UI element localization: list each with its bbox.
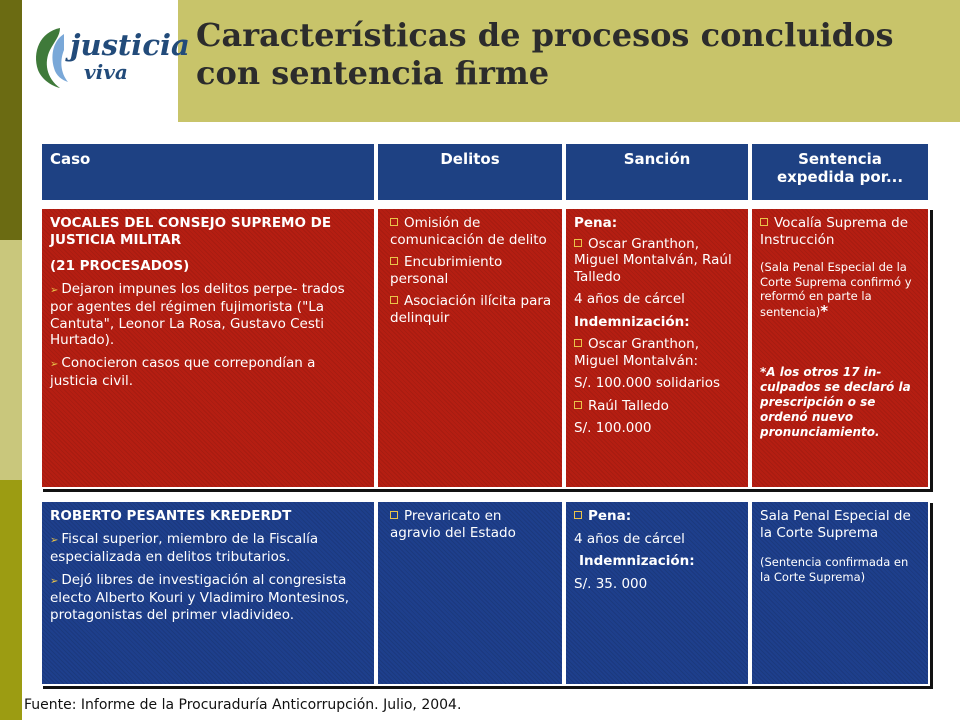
row1-caso-cell: [40, 207, 376, 489]
row1-indem-value1: S/. 100.000 solidarios: [574, 375, 721, 391]
row2-delitos-cell: [376, 500, 564, 686]
square-bullet-icon: [574, 401, 582, 409]
row2-sancion-cell: [564, 500, 750, 686]
row1-pena-names: Oscar Granthon, Miguel Montalván, Raúl Talledo: [574, 235, 732, 285]
left-stripe-light: [0, 240, 22, 480]
row1-indem-label: Indemnización:: [574, 313, 690, 330]
row1-delitos-cell: [376, 207, 564, 489]
row1-indem-names1: Oscar Granthon, Miguel Montalván:: [574, 336, 699, 369]
square-bullet-icon: [390, 511, 398, 519]
slide-title-line1: Características de procesos concluidos: [196, 16, 894, 54]
row1-caso-title: VOCALES DEL CONSEJO SUPREMO DE JUSTICIA MILITAR: [50, 215, 332, 248]
square-bullet-icon: [390, 296, 398, 304]
square-bullet-icon: [574, 511, 582, 519]
header-sentencia: Sentencia expedida por...: [750, 142, 930, 202]
row2-sentencia-cell: [750, 500, 930, 686]
square-bullet-icon: [574, 239, 582, 247]
row1-caso-bullet2: ➢ Conocieron casos que correpondían a justicia civil.: [50, 354, 316, 389]
row1-pena-value: 4 años de cárcel: [574, 291, 685, 307]
row1-sentencia-main: Vocalía Suprema de Instrucción: [760, 215, 909, 248]
globe-swirl-icon: [30, 22, 74, 92]
header-caso: Caso: [40, 142, 376, 202]
row1-delito-1: Omisión de comunicación de delito: [390, 215, 547, 248]
left-stripe-dark: [0, 0, 22, 240]
row1-delito-2: Encubrimiento personal: [390, 254, 503, 287]
row2-indem-label: Indemnización:: [579, 553, 695, 569]
slide-title-line2: con sentencia firme: [196, 54, 550, 92]
row2-caso-title: ROBERTO PESANTES KREDERDT: [50, 508, 292, 524]
slide-title: [196, 16, 936, 92]
justicia-viva-logo: [30, 18, 190, 98]
row2-sentencia-main: Sala Penal Especial de la Corte Suprema: [760, 508, 911, 541]
logo-word-viva: viva: [84, 60, 128, 84]
row1-sentencia-note: (Sala Penal Especial de la Corte Suprema confirmó y reformó en parte la sentencia)*: [760, 260, 912, 320]
row2-pena-label: Pena:: [574, 508, 740, 525]
row1-sancion-cell: [564, 207, 750, 489]
row2-delito-1: Prevaricato en agravio del Estado: [390, 508, 516, 541]
arrow-bullet-icon: ➢: [50, 534, 59, 546]
row1-caso-subtitle: (21 PROCESADOS): [50, 258, 190, 274]
square-bullet-icon: [390, 257, 398, 265]
row2-pena-value: 4 años de cárcel: [574, 530, 685, 547]
row2-caso-bullet1: ➢ Fiscal superior, miembro de la Fiscalía especializada en delitos tributarios.: [50, 530, 319, 565]
row1-sentencia-star: *: [820, 301, 829, 320]
row1-delito-3: Asociación ilícita para delinquir: [390, 293, 552, 326]
logo-word-justicia: justicia: [70, 28, 190, 62]
row1-indem-value2: S/. 100.000: [574, 420, 652, 436]
row1-sentencia-cell: [750, 207, 930, 489]
row2-sentencia-note: (Sentencia confirmada en la Corte Suprema): [760, 555, 909, 584]
row1-pena-label: Pena:: [574, 215, 618, 231]
row2-caso-cell: [40, 500, 376, 686]
source-caption: Fuente: Informe de la Procuraduría Anticorrupción. Julio, 2004.: [24, 697, 462, 713]
left-stripe-olive: [0, 480, 22, 720]
square-bullet-icon: [390, 218, 398, 226]
row1-indem-names2: Raúl Talledo: [574, 398, 740, 415]
row2-caso-bullet2: ➢ Dejó libres de investigación al congresista electo Alberto Kouri y Vladimiro Montesinos, protagonistas del primer vladivideo.: [50, 571, 350, 623]
arrow-bullet-icon: ➢: [50, 284, 59, 296]
square-bullet-icon: [760, 218, 768, 226]
row2-indem-value: S/. 35. 000: [574, 575, 648, 592]
header-sancion: Sanción: [564, 142, 750, 202]
row1-caso-bullet1: ➢ Dejaron impunes los delitos perpe- trados por agentes del régimen fujimorista ("La Cantuta", Leonor La Rosa, Gustavo Cesti Hurtado).: [50, 280, 345, 348]
arrow-bullet-icon: ➢: [50, 358, 59, 370]
arrow-bullet-icon: ➢: [50, 575, 59, 587]
row1-sentencia-footnote: *A los otros 17 in- culpados se declaró la prescripción o se ordenó nuevo pronunciamiento.: [760, 365, 911, 439]
header-delitos: Delitos: [376, 142, 564, 202]
square-bullet-icon: [574, 339, 582, 347]
